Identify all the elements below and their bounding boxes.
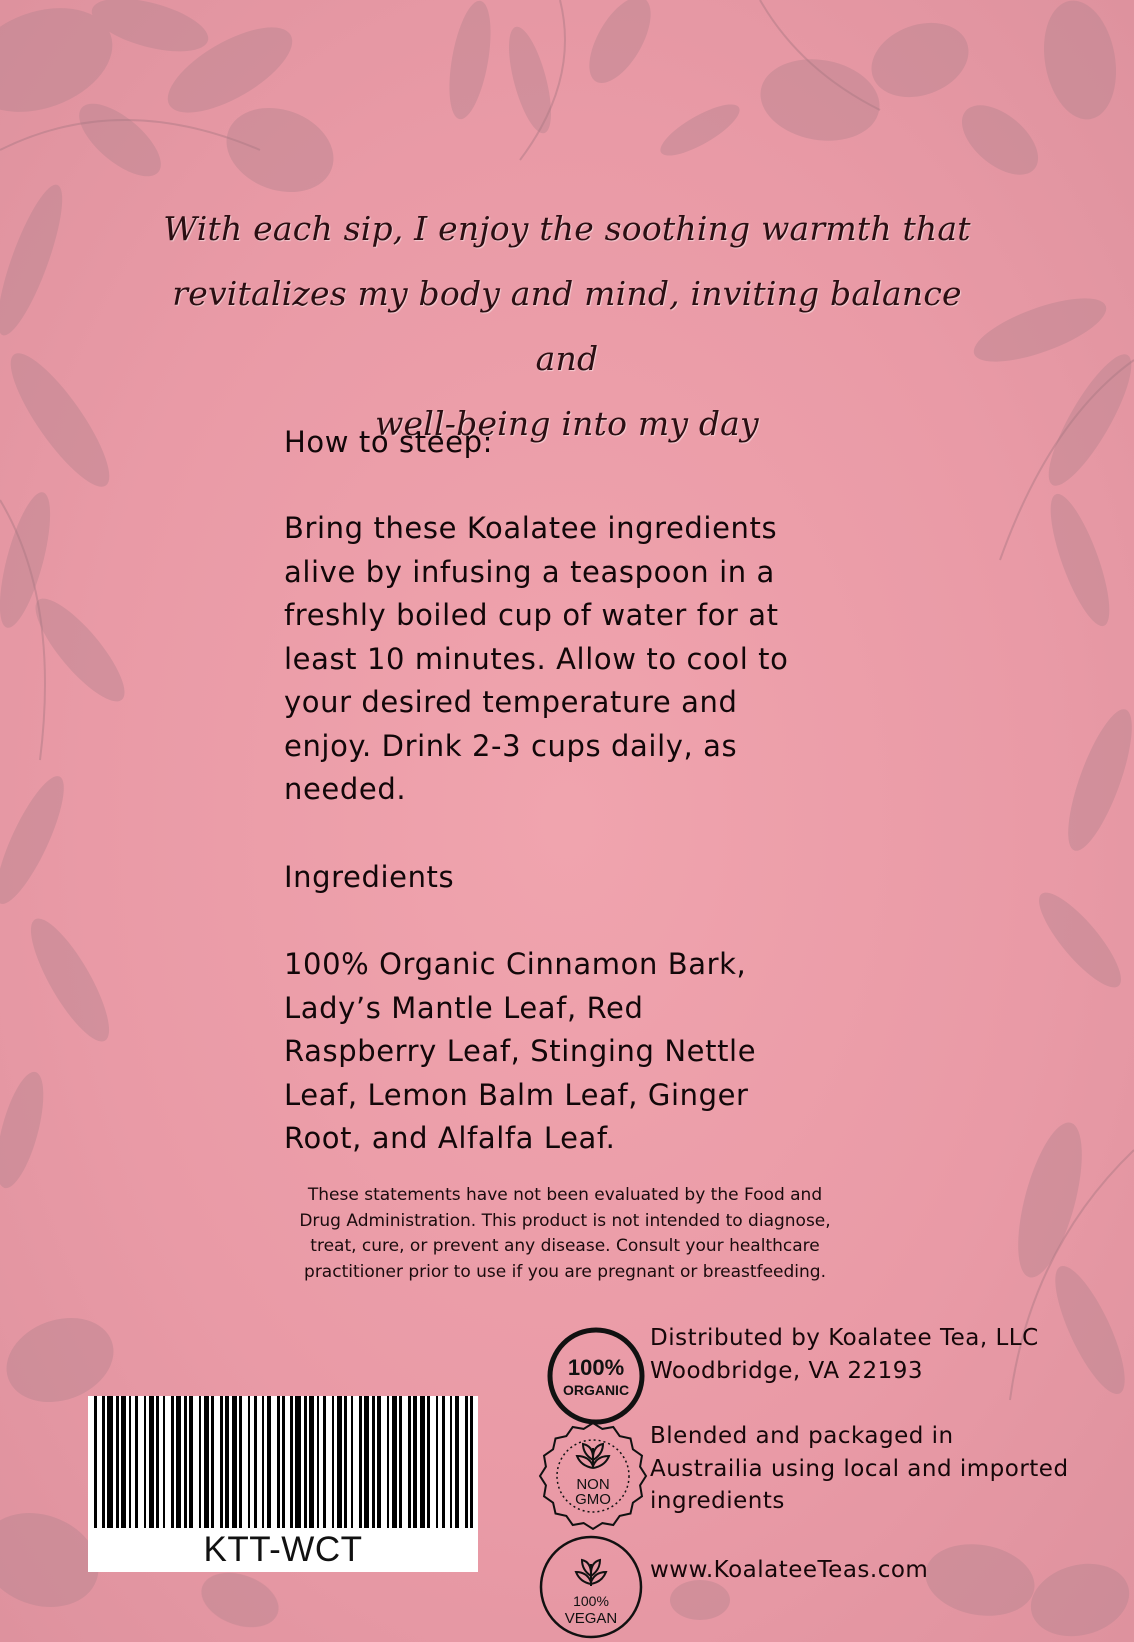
distributor-info bbox=[650, 1322, 1039, 1387]
website-link[interactable] bbox=[650, 1554, 928, 1587]
product-barcode bbox=[88, 1396, 478, 1572]
non-gmo-badge bbox=[537, 1420, 649, 1537]
vegan-badge bbox=[538, 1534, 644, 1642]
blended-info bbox=[650, 1420, 1069, 1518]
disclaimer-line: treat, cure, or prevent any disease. Consult your healthcare bbox=[310, 1236, 820, 1256]
disclaimer-line: Drug Administration. This product is not intended to diagnose, bbox=[299, 1210, 831, 1231]
ingredients-line: Lady’s Mantle Leaf, Red bbox=[284, 990, 644, 1025]
non-gmo-seal-icon bbox=[537, 1420, 649, 1532]
steep-line: Bring these Koalatee ingredients bbox=[284, 511, 778, 545]
steep-line: freshly boiled cup of water for at bbox=[284, 598, 779, 632]
barcode-code: KTT-WCT bbox=[203, 1530, 363, 1569]
blended-line-3: ingredients bbox=[650, 1488, 785, 1514]
ingredients-section bbox=[284, 856, 874, 900]
fda-disclaimer bbox=[270, 1183, 860, 1285]
nongmo-badge-line2: GMO bbox=[575, 1491, 611, 1508]
nongmo-badge-line1: NON bbox=[576, 1476, 610, 1493]
disclaimer-line: practitioner prior to use if you are pregnant or breastfeeding. bbox=[304, 1261, 826, 1282]
organic-badge-line2: ORGANIC bbox=[562, 1382, 630, 1398]
blended-line-2: Austrailia using local and imported bbox=[650, 1455, 1069, 1482]
organic-badge-line1: 100% bbox=[567, 1355, 625, 1380]
distributor-line-1: Distributed by Koalatee Tea, LLC bbox=[650, 1325, 1039, 1351]
vegan-badge-line2: VEGAN bbox=[564, 1610, 618, 1627]
affirmation-quote bbox=[150, 196, 984, 456]
steep-line: alive by infusing a teaspoon in a bbox=[284, 554, 775, 589]
steep-line: your desired temperature and bbox=[284, 685, 738, 719]
steep-instructions bbox=[284, 507, 874, 812]
leaf-icon bbox=[576, 1560, 606, 1586]
disclaimer-line: These statements have not been evaluated by the Food and bbox=[307, 1185, 823, 1205]
vegan-badge-line1: 100% bbox=[573, 1593, 609, 1609]
steep-section bbox=[284, 421, 874, 465]
quote-line-2: revitalizes my body and mind, inviting balance and bbox=[172, 274, 962, 378]
steep-heading: How to steep: bbox=[284, 425, 493, 459]
ingredients-line: Leaf, Lemon Balm Leaf, Ginger bbox=[284, 1077, 749, 1112]
distributor-line-2: Woodbridge, VA 22193 bbox=[650, 1357, 924, 1384]
quote-line-3: well-being into my day bbox=[375, 404, 759, 443]
ingredients-heading: Ingredients bbox=[284, 860, 455, 894]
ingredients-line: 100% Organic Cinnamon Bark, bbox=[284, 947, 747, 981]
steep-line: least 10 minutes. Allow to cool to bbox=[284, 641, 789, 676]
barcode-bars bbox=[88, 1396, 478, 1528]
ingredients-list bbox=[284, 943, 874, 1161]
leaf-icon bbox=[577, 1444, 609, 1468]
vegan-badge-icon bbox=[538, 1534, 644, 1640]
steep-line: needed. bbox=[284, 772, 407, 806]
organic-badge-icon bbox=[546, 1326, 646, 1426]
ingredients-line: Root, and Alfalfa Leaf. bbox=[284, 1121, 616, 1155]
steep-line: enjoy. Drink 2-3 cups daily, as bbox=[284, 728, 738, 763]
quote-line-1: With each sip, I enjoy the soothing warmth that bbox=[163, 209, 971, 248]
ingredients-line: Raspberry Leaf, Stinging Nettle bbox=[284, 1034, 757, 1068]
blended-line-1: Blended and packaged in bbox=[650, 1423, 954, 1449]
organic-badge bbox=[546, 1326, 646, 1431]
website-url[interactable]: www.KoalateeTeas.com bbox=[650, 1557, 929, 1583]
